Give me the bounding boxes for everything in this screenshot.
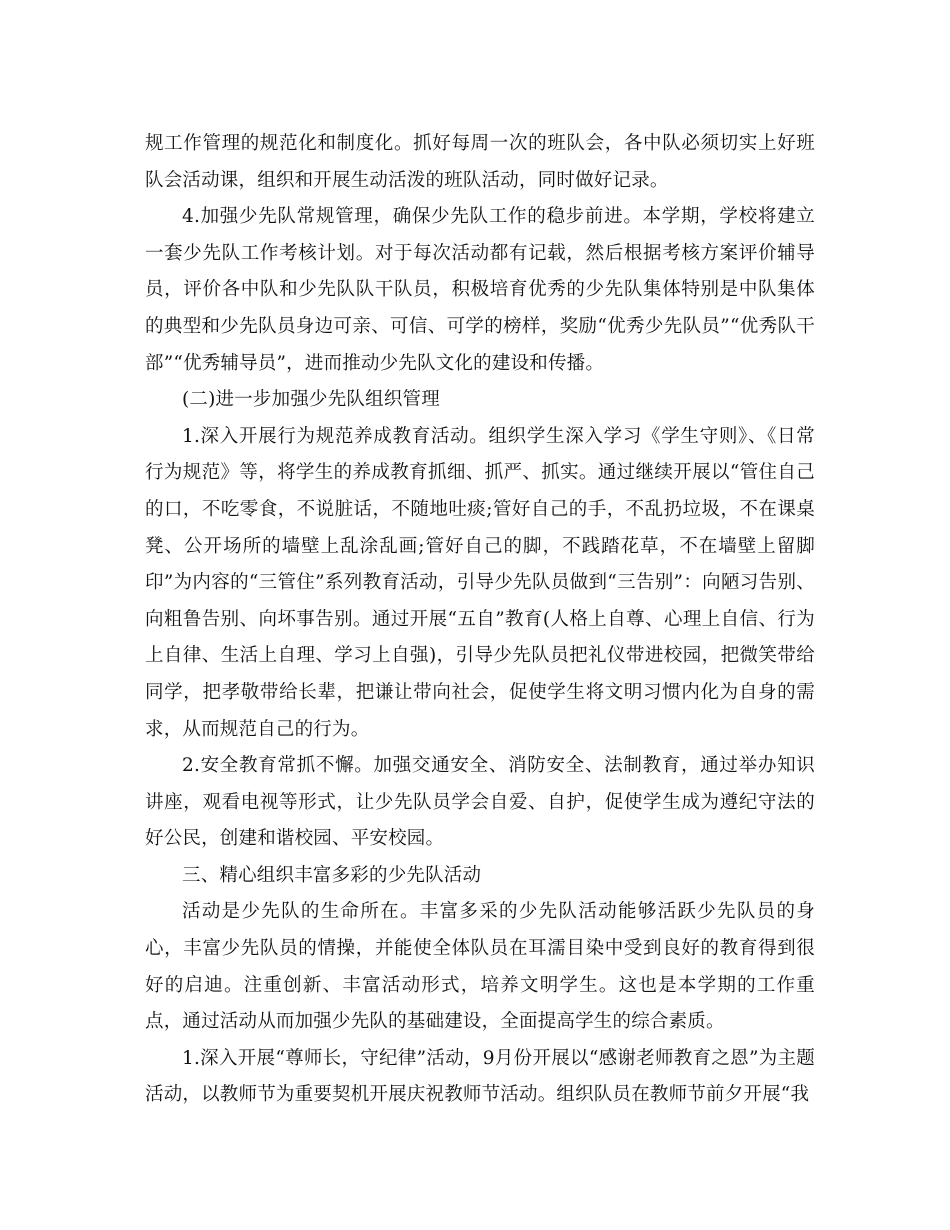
section-heading-3: 三、精心组织丰富多彩的少先队活动: [182, 864, 482, 886]
paragraph-continuation: 规工作管理的规范化和制度化。抓好每周一次的班队会，各中队必须切实上好班队会活动课，组织和开展生动活泼的班队活动，同时做好记录。: [145, 133, 815, 191]
paragraph-item-4: 4.加强少先队常规管理，确保少先队工作的稳步前进。本学期，学校将建立一套少先队工作考核计划。对于每次活动都有记载，然后根据考核方案评价辅导员，评价各中队和少先队队干队员，积极培育优秀的少先队集体特别是中队集体的典型和少先队员身边可亲、可信、可学的榜样，奖励“优秀少先队员”“优秀队干部”“优秀辅导员”，进而推动少先队文化的建设和传播。: [145, 206, 815, 374]
paragraph-item-1b: 1.深入开展“尊师长，守纪律”活动，9月份开展以“感谢老师教育之恩”为主题活动，以教师节为重要契机开展庆祝教师节活动。组织队员在教师节前夕开展“我: [145, 1047, 815, 1106]
paragraph-item-2: 2.安全教育常抓不懈。加强交通安全、消防安全、法制教育，通过举办知识讲座，观看电视等形式，让少先队员学会自爱、自护，促使学生成为遵纪守法的好公民，创建和谐校园、平安校园。: [145, 755, 815, 850]
paragraph-item-1: 1.深入开展行为规范养成教育活动。组织学生深入学习《学生守则》、《日常行为规范》等，将学生的养成教育抓细、抓严、抓实。通过继续开展以“管住自己的口，不吃零食，不说脏话，不随地吐痰;管好自己的手，不乱扔垃圾，不在课桌凳、公开场所的墙壁上乱涂乱画;管好自己的脚，不践踏花草，不在墙壁上留脚印”为内容的“三管住”系列教育活动，引导少先队员做到“三告别”：向陋习告别、向粗鲁告别、向坏事告别。通过开展“五自”教育(人格上自尊、心理上自信、行为上自律、生活上自理、学习上自强)，引导少先队员把礼仪带进校园，把微笑带给同学，把孝敬带给长辈，把谦让带向社会，促使学生将文明习惯内化为自身的需求，从而规范自己的行为。: [145, 425, 815, 740]
document-body: [145, 126, 815, 1114]
section-heading-2: (二)进一步加强少先队组织管理: [182, 389, 440, 411]
paragraph-intro: 活动是少先队的生命所在。丰富多采的少先队活动能够活跃少先队员的身心，丰富少先队员的情操，并能使全体队员在耳濡目染中受到良好的教育得到很好的启迪。注重创新、丰富活动形式，培养文明学生。这也是本学期的工作重点，通过活动从而加强少先队的基础建设，全面提高学生的综合素质。: [145, 901, 815, 1033]
